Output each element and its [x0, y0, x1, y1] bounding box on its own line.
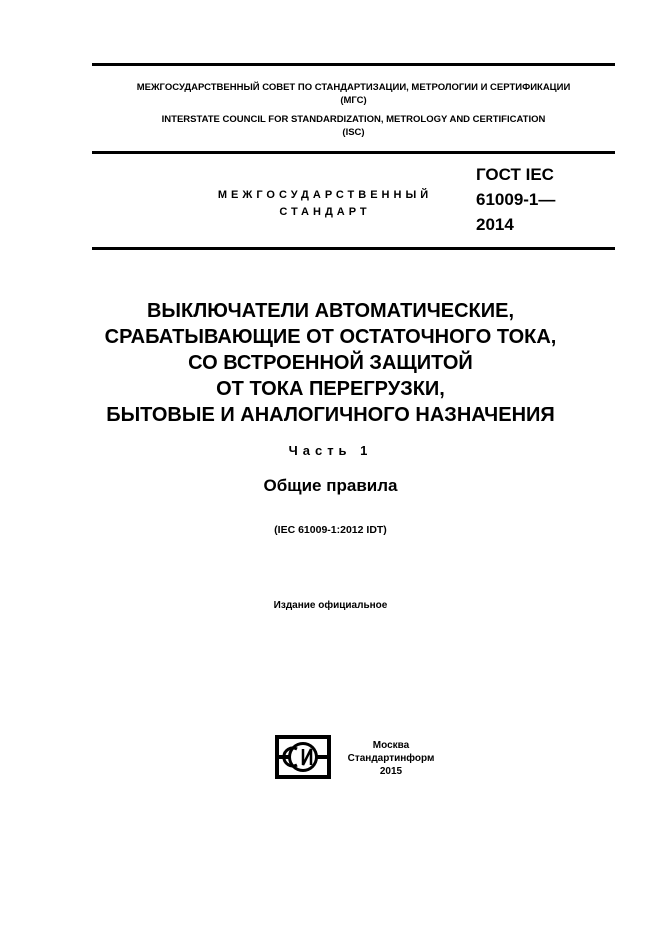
standard-number-line3: 2014 — [476, 215, 514, 234]
document-title — [60, 298, 601, 428]
council-name-ru: МЕЖГОСУДАРСТВЕННЫЙ СОВЕТ ПО СТАНДАРТИЗАЦИИ, МЕТРОЛОГИИ И СЕРТИФИКАЦИИ — [136, 82, 571, 93]
top-rule — [92, 63, 615, 66]
middle-rule — [92, 151, 615, 154]
title-line-2: СРАБАТЫВАЮЩИЕ ОТ ОСТАТОЧНОГО ТОКА, — [104, 326, 557, 348]
standard-type-line2: СТАНДАРТ — [279, 206, 371, 218]
imprint-city: Москва — [372, 740, 410, 751]
standard-number-line1: ГОСТ IEC — [476, 165, 554, 184]
bottom-rule — [92, 247, 615, 250]
title-line-3: СО ВСТРОЕННОЙ ЗАЩИТОЙ — [188, 352, 473, 374]
part-label: Часть 1 — [288, 443, 373, 458]
council-header-en — [92, 113, 615, 139]
imprint-year: 2015 — [379, 766, 403, 777]
part-subtitle: Общие правила — [263, 476, 398, 495]
council-header — [92, 81, 615, 107]
standard-type-line1: МЕЖГОСУДАРСТВЕННЫЙ — [217, 189, 433, 201]
title-line-5: БЫТОВЫЕ И АНАЛОГИЧНОГО НАЗНАЧЕНИЯ — [106, 404, 555, 426]
standard-type — [200, 187, 450, 221]
standard-number — [476, 162, 616, 237]
council-abbr-en: (ISC) — [342, 127, 365, 138]
title-line-4: ОТ ТОКА ПЕРЕГРУЗКИ, — [216, 378, 445, 400]
title-line-1: ВЫКЛЮЧАТЕЛИ АВТОМАТИЧЕСКИЕ, — [146, 300, 515, 322]
council-abbr-ru: (МГС) — [340, 95, 367, 106]
standard-number-line2: 61009-1— — [476, 190, 556, 209]
edition-label: Издание официальное — [273, 600, 388, 611]
iec-reference: (IEC 61009-1:2012 IDT) — [274, 524, 387, 536]
council-name-en: INTERSTATE COUNCIL FOR STANDARDIZATION, METROLOGY AND CERTIFICATION — [161, 114, 546, 125]
imprint-publisher: Стандартинформ — [347, 753, 435, 764]
imprint — [336, 739, 446, 778]
standartinform-logo-icon — [275, 735, 331, 779]
